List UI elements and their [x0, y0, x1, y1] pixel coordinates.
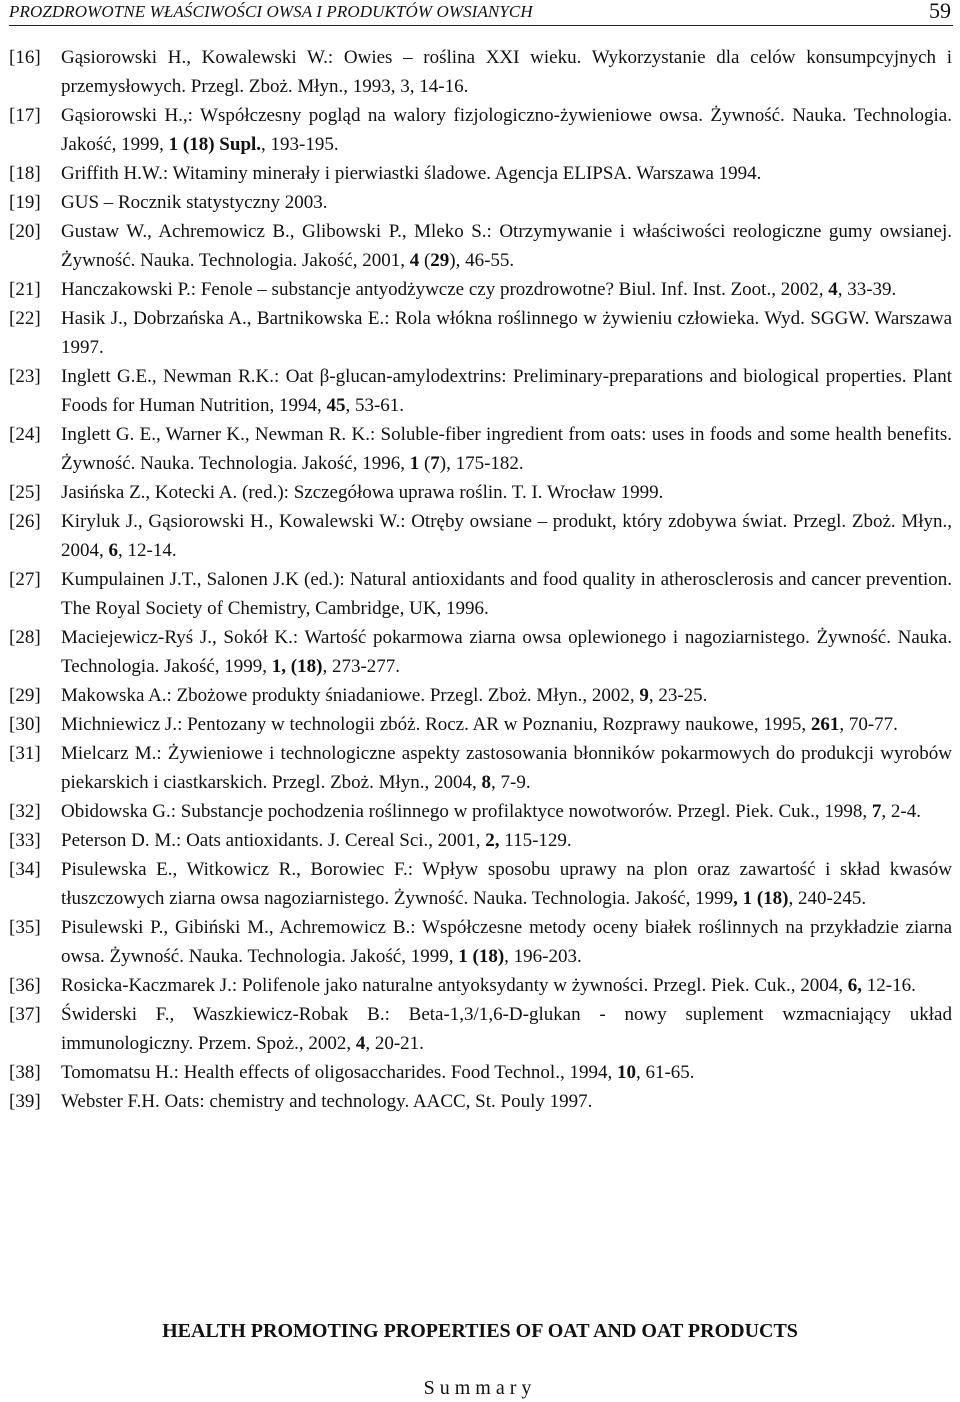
reference-segment: Świderski F., Waszkiewicz-Robak B.: Beta-1,3/1,6-D-glukan - nowy suplement wzmacniający układ immunologiczny. Przem. Spoż., 2002, — [61, 1004, 952, 1054]
running-header — [9, 0, 953, 26]
reference-text — [61, 1062, 695, 1083]
reference-segment: Makowska A.: Zbożowe produkty śniadaniowe. Przegl. Zboż. Młyn., 2002, — [61, 685, 640, 706]
reference-item — [0, 159, 960, 188]
reference-segment: Pisulewska E., Witkowicz R., Borowiec F.: Wpływ sposobu uprawy na plon oraz zawartość i skład kwasów tłuszczowych ziarna owsa nagoziarnistego. Żywność. Nauka. Technologia. Jakość, 1999 — [61, 859, 952, 909]
reference-bold-segment: 8 — [481, 772, 492, 793]
reference-number: [26] — [9, 511, 41, 532]
reference-segment: Webster F.H. Oats: chemistry and technology. AACC, St. Pouly 1997. — [61, 1091, 593, 1112]
reference-text — [61, 47, 952, 97]
reference-segment: 12-16. — [862, 975, 916, 996]
reference-number: [39] — [9, 1091, 41, 1112]
reference-text — [61, 279, 896, 300]
reference-text — [61, 685, 707, 706]
reference-text — [61, 482, 663, 503]
reference-item — [0, 826, 960, 855]
reference-item — [0, 797, 960, 826]
reference-segment: Hanczakowski P.: Fenole – substancje antyodżywcze czy prozdrowotne? Biul. Inf. Inst. Zoot., 2002, — [61, 279, 829, 300]
reference-text — [61, 627, 952, 677]
reference-segment: Obidowska G.: Substancje pochodzenia roślinnego w profilaktyce nowotworów. Przegl. Piek. Cuk., 1998, — [61, 801, 872, 822]
reference-number: [33] — [9, 830, 41, 851]
reference-number: [29] — [9, 685, 41, 706]
reference-item — [0, 739, 960, 797]
reference-segment: 115-129. — [499, 830, 572, 851]
reference-number: [23] — [9, 366, 41, 387]
reference-text — [61, 917, 952, 967]
reference-text — [61, 192, 328, 213]
reference-bold-segment: 7 — [871, 801, 882, 822]
reference-segment: , 196-203. — [504, 946, 582, 967]
reference-bold-segment: 6 — [108, 540, 118, 561]
reference-item — [0, 623, 960, 681]
reference-item — [0, 275, 960, 304]
reference-item — [0, 362, 960, 420]
page-number: 59 — [929, 0, 951, 23]
reference-segment: Hasik J., Dobrzańska A., Bartnikowska E.: Rola włókna roślinnego w żywieniu człowieka. Wyd. SGGW. Warszawa 1997. — [61, 308, 952, 358]
reference-item — [0, 304, 960, 362]
reference-bold-segment: 1 (18) Supl. — [168, 134, 262, 155]
reference-text — [61, 830, 572, 851]
reference-segment: Inglett G.E., Newman R.K.: Oat β-glucan-amylodextrins: Preliminary-preparations and biological properties. Plant Foods for Human Nutrition, 1994, — [61, 366, 952, 416]
reference-item — [0, 1000, 960, 1058]
reference-item — [0, 507, 960, 565]
reference-text — [61, 424, 952, 474]
reference-item — [0, 855, 960, 913]
reference-segment: , 20-21. — [365, 1033, 424, 1054]
reference-segment: , 273-277. — [322, 656, 401, 677]
reference-bold-segment: 1, (18) — [271, 656, 323, 677]
reference-segment: , 70-77. — [839, 714, 898, 735]
reference-text — [61, 221, 952, 271]
reference-segment: ( — [419, 453, 431, 474]
reference-segment: Maciejewicz-Ryś J., Sokół K.: Wartość pokarmowa ziarna owsa oplewionego i nagoziarnistego. Żywność. Nauka. Technologia. Jakość, 1999, — [61, 627, 952, 677]
reference-bold-segment: 4 — [355, 1033, 366, 1054]
reference-segment: Kumpulainen J.T., Salonen J.K (ed.): Natural antioxidants and food quality in atherosclerosis and cancer prevention. The Royal Society of Chemistry, Cambridge, UK, 1996. — [61, 569, 952, 619]
reference-number: [25] — [9, 482, 41, 503]
reference-number: [35] — [9, 917, 41, 938]
reference-item — [0, 478, 960, 507]
reference-segment: Gustaw W., Achremowicz B., Glibowski P., Mleko S.: Otrzymywanie i właściwości reologiczne gumy owsianej. Żywność. Nauka. Technologia. Jakość, 2001, — [61, 221, 952, 271]
reference-item — [0, 710, 960, 739]
reference-item — [0, 188, 960, 217]
reference-bold-segment: 2, — [485, 830, 500, 851]
reference-text — [61, 801, 921, 822]
reference-number: [30] — [9, 714, 41, 735]
reference-bold-segment: 45 — [326, 395, 346, 416]
reference-bold-segment: 10 — [616, 1062, 636, 1083]
reference-segment: ), 175-182. — [439, 453, 524, 474]
reference-segment: Inglett G. E., Warner K., Newman R. K.: Soluble-fiber ingredient from oats: uses in foods and some health benefits. Żywność. Nauka. Technologia. Jakość, 1996, — [61, 424, 952, 474]
reference-bold-segment: 9 — [639, 685, 649, 706]
reference-segment: , 12-14. — [118, 540, 177, 561]
reference-segment: Pisulewski P., Gibiński M., Achremowicz B.: Współczesne metody oceny białek roślinnych na przykładzie ziarna owsa. Żywność. Nauka. Technologia. Jakość, 1999, — [61, 917, 952, 967]
reference-segment: ( — [419, 250, 431, 271]
reference-segment: Gąsiorowski H., Kowalewski W.: Owies – roślina XXI wieku. Wykorzystanie dla celów konsumpcyjnych i przemysłowych. Przegl. Zboż. Młyn., 1993, 3, 14-16. — [61, 47, 952, 97]
reference-item — [0, 217, 960, 275]
reference-bold-segment: 7 — [430, 453, 440, 474]
reference-bold-segment: 261 — [810, 714, 840, 735]
running-title: PROZDROWOTNE WŁAŚCIWOŚCI OWSA I PRODUKTÓW OWSIANYCH — [9, 2, 533, 21]
reference-text — [61, 1091, 592, 1112]
reference-text — [61, 163, 761, 184]
reference-bold-segment: 1 — [409, 453, 420, 474]
reference-number: [27] — [9, 569, 41, 590]
reference-item — [0, 1087, 960, 1116]
reference-item — [0, 43, 960, 101]
reference-list — [0, 43, 960, 1116]
reference-segment: Tomomatsu H.: Health effects of oligosaccharides. Food Technol., 1994, — [61, 1062, 617, 1083]
reference-segment: , 7-9. — [491, 772, 531, 793]
reference-bold-segment: 1 (18) — [458, 946, 505, 967]
reference-number: [21] — [9, 279, 41, 300]
reference-text — [61, 366, 952, 416]
reference-number: [17] — [9, 105, 41, 126]
reference-text — [61, 1004, 952, 1054]
summary-heading: Summary — [423, 1377, 537, 1399]
reference-number: [22] — [9, 308, 41, 329]
reference-text — [61, 859, 952, 909]
reference-segment: Rosicka-Kaczmarek J.: Polifenole jako naturalne antyoksydanty w żywności. Przegl. Piek. Cuk., 2004, — [61, 975, 848, 996]
reference-text — [61, 743, 952, 793]
summary-title: HEALTH PROMOTING PROPERTIES OF OAT AND OAT PRODUCTS — [162, 1320, 798, 1342]
reference-segment: , 33-39. — [837, 279, 897, 300]
reference-segment: Gąsiorowski H.,: Współczesny pogląd na walory fizjologiczno-żywieniowe owsa. Żywność. Nauka. Technologia. Jakość, 1999, — [61, 105, 952, 155]
reference-segment: , 23-25. — [648, 685, 708, 706]
reference-number: [31] — [9, 743, 41, 764]
reference-segment: ), 46-55. — [449, 250, 515, 271]
reference-bold-segment: 4 — [409, 250, 420, 271]
reference-segment: Michniewicz J.: Pentozany w technologii zbóż. Rocz. AR w Poznaniu, Rozprawy naukowe, 1995, — [61, 714, 811, 735]
reference-text — [61, 308, 952, 358]
reference-number: [38] — [9, 1062, 41, 1083]
reference-text — [61, 975, 916, 996]
reference-segment: Kiryluk J., Gąsiorowski H., Kowalewski W.: Otręby owsiane – produkt, który zdobywa świat. Przegl. Zboż. Młyn., 2004, — [61, 511, 952, 561]
reference-segment: , 193-195. — [261, 134, 339, 155]
reference-number: [37] — [9, 1004, 41, 1025]
reference-number: [18] — [9, 163, 41, 184]
reference-item — [0, 1058, 960, 1087]
reference-segment: , 61-65. — [635, 1062, 695, 1083]
reference-bold-segment: 29 — [430, 250, 450, 271]
reference-segment: Griffith H.W.: Witaminy minerały i pierwiastki śladowe. Agencja ELIPSA. Warszawa 1994. — [61, 163, 762, 184]
reference-number: [34] — [9, 859, 41, 880]
reference-item — [0, 420, 960, 478]
reference-segment: Peterson D. M.: Oats antioxidants. J. Cereal Sci., 2001, — [61, 830, 486, 851]
reference-number: [16] — [9, 47, 41, 68]
reference-bold-segment: 4 — [828, 279, 838, 300]
reference-item — [0, 913, 960, 971]
reference-item — [0, 681, 960, 710]
reference-item — [0, 101, 960, 159]
reference-text — [61, 511, 952, 561]
reference-segment: Mielcarz M.: Żywieniowe i technologiczne aspekty zastosowania błonników pokarmowych do produkcji wyrobów piekarskich i ciastkarskich. Przegl. Zboż. Młyn., 2004, — [61, 743, 952, 793]
reference-number: [28] — [9, 627, 41, 648]
reference-number: [32] — [9, 801, 41, 822]
reference-bold-segment: , 1 (18) — [733, 888, 789, 909]
reference-segment: GUS – Rocznik statystyczny 2003. — [61, 192, 328, 213]
reference-segment: , 2-4. — [881, 801, 921, 822]
reference-text — [61, 569, 952, 619]
reference-number: [24] — [9, 424, 41, 445]
reference-bold-segment: 6, — [847, 975, 862, 996]
reference-text — [61, 714, 898, 735]
reference-text — [61, 105, 952, 155]
reference-segment: , 240-245. — [788, 888, 867, 909]
reference-segment: , 53-61. — [345, 395, 405, 416]
reference-number: [20] — [9, 221, 41, 242]
reference-number: [19] — [9, 192, 41, 213]
reference-segment: Jasińska Z., Kotecki A. (red.): Szczegółowa uprawa roślin. T. I. Wrocław 1999. — [61, 482, 664, 503]
reference-number: [36] — [9, 975, 41, 996]
reference-item — [0, 565, 960, 623]
reference-item — [0, 971, 960, 1000]
